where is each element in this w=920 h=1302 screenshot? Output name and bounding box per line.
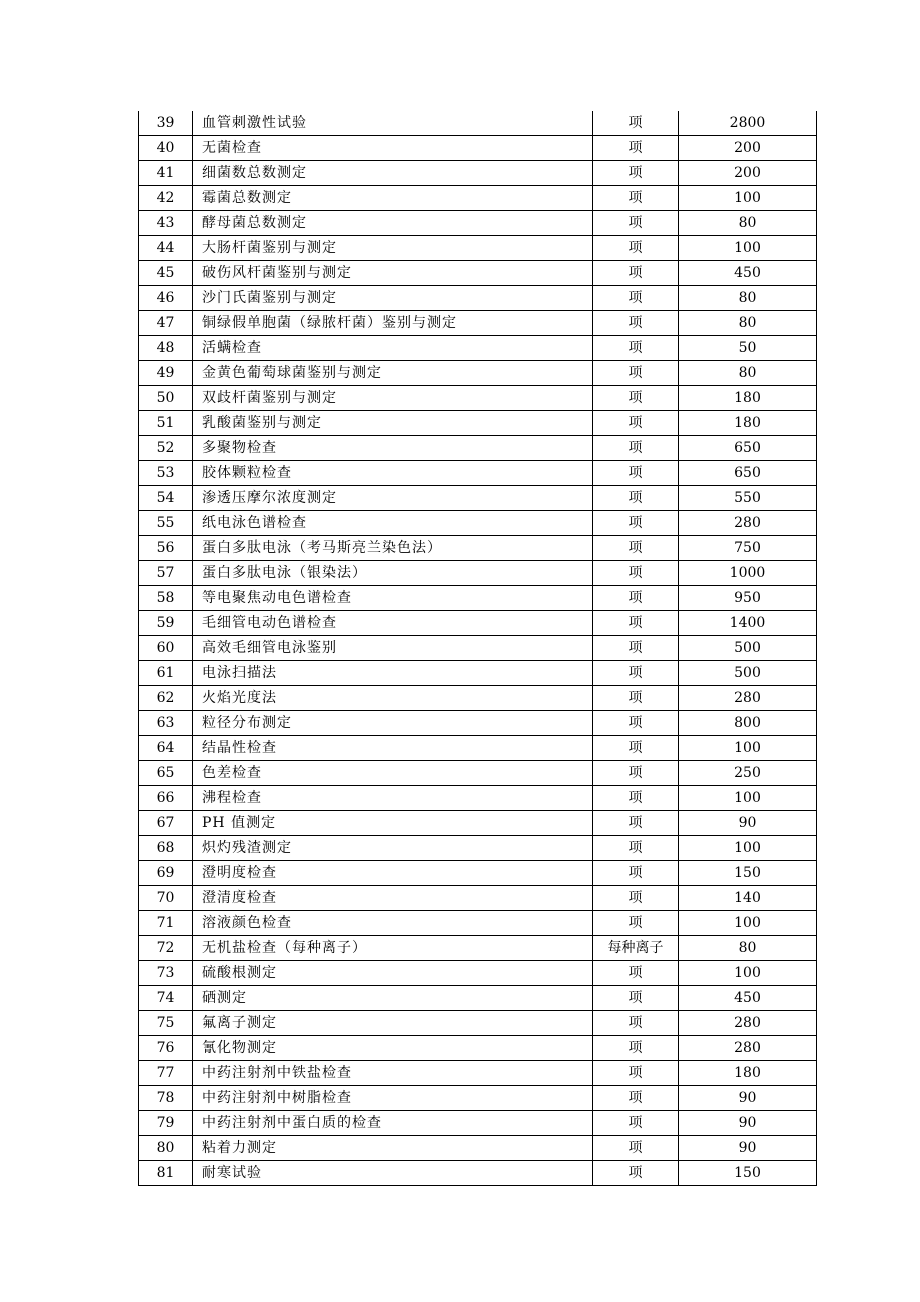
unit-cell: 项 xyxy=(593,561,679,586)
item-name-cell: 蛋白多肽电泳（考马斯亮兰染色法） xyxy=(193,536,593,561)
unit-cell: 项 xyxy=(593,361,679,386)
price-cell: 180 xyxy=(679,1061,817,1086)
price-cell: 200 xyxy=(679,161,817,186)
row-number-cell: 49 xyxy=(139,361,193,386)
price-cell: 80 xyxy=(679,286,817,311)
unit-cell: 项 xyxy=(593,1136,679,1161)
table-row xyxy=(139,311,817,336)
row-number-cell: 65 xyxy=(139,761,193,786)
price-cell: 2800 xyxy=(679,111,817,136)
row-number-cell: 51 xyxy=(139,411,193,436)
table-row xyxy=(139,586,817,611)
price-cell: 100 xyxy=(679,911,817,936)
table-row xyxy=(139,1036,817,1061)
table-row xyxy=(139,386,817,411)
unit-cell: 每种离子 xyxy=(593,936,679,961)
unit-cell: 项 xyxy=(593,1036,679,1061)
item-name-cell: 炽灼残渣测定 xyxy=(193,836,593,861)
table-row xyxy=(139,636,817,661)
row-number-cell: 52 xyxy=(139,436,193,461)
unit-cell: 项 xyxy=(593,836,679,861)
price-cell: 100 xyxy=(679,736,817,761)
item-name-cell: 高效毛细管电泳鉴别 xyxy=(193,636,593,661)
price-cell: 100 xyxy=(679,186,817,211)
row-number-cell: 78 xyxy=(139,1086,193,1111)
unit-cell: 项 xyxy=(593,1111,679,1136)
row-number-cell: 43 xyxy=(139,211,193,236)
item-name-cell: 粘着力测定 xyxy=(193,1136,593,1161)
table-row xyxy=(139,711,817,736)
item-name-cell: 溶液颜色检查 xyxy=(193,911,593,936)
row-number-cell: 46 xyxy=(139,286,193,311)
item-name-cell: 渗透压摩尔浓度测定 xyxy=(193,486,593,511)
row-number-cell: 79 xyxy=(139,1111,193,1136)
table-row xyxy=(139,861,817,886)
unit-cell: 项 xyxy=(593,1011,679,1036)
unit-cell: 项 xyxy=(593,786,679,811)
row-number-cell: 77 xyxy=(139,1061,193,1086)
price-cell: 150 xyxy=(679,861,817,886)
table-row xyxy=(139,336,817,361)
unit-cell: 项 xyxy=(593,711,679,736)
price-cell: 250 xyxy=(679,761,817,786)
table-row xyxy=(139,161,817,186)
table-row xyxy=(139,836,817,861)
unit-cell: 项 xyxy=(593,511,679,536)
unit-cell: 项 xyxy=(593,436,679,461)
unit-cell: 项 xyxy=(593,1061,679,1086)
row-number-cell: 50 xyxy=(139,386,193,411)
unit-cell: 项 xyxy=(593,186,679,211)
row-number-cell: 74 xyxy=(139,986,193,1011)
item-name-cell: 硒测定 xyxy=(193,986,593,1011)
item-name-cell: 活螨检查 xyxy=(193,336,593,361)
row-number-cell: 55 xyxy=(139,511,193,536)
price-cell: 80 xyxy=(679,311,817,336)
table-row xyxy=(139,261,817,286)
price-cell: 80 xyxy=(679,211,817,236)
row-number-cell: 63 xyxy=(139,711,193,736)
unit-cell: 项 xyxy=(593,236,679,261)
row-number-cell: 73 xyxy=(139,961,193,986)
item-name-cell: 细菌数总数测定 xyxy=(193,161,593,186)
row-number-cell: 41 xyxy=(139,161,193,186)
table-row xyxy=(139,886,817,911)
item-name-cell: 无菌检查 xyxy=(193,136,593,161)
price-cell: 450 xyxy=(679,986,817,1011)
unit-cell: 项 xyxy=(593,661,679,686)
table-row xyxy=(139,411,817,436)
table-row xyxy=(139,761,817,786)
item-name-cell: 中药注射剂中树脂检查 xyxy=(193,1086,593,1111)
unit-cell: 项 xyxy=(593,986,679,1011)
unit-cell: 项 xyxy=(593,211,679,236)
unit-cell: 项 xyxy=(593,1086,679,1111)
row-number-cell: 80 xyxy=(139,1136,193,1161)
price-cell: 80 xyxy=(679,361,817,386)
item-name-cell: PH 值测定 xyxy=(193,811,593,836)
table-row xyxy=(139,111,817,136)
unit-cell: 项 xyxy=(593,486,679,511)
unit-cell: 项 xyxy=(593,636,679,661)
price-cell: 180 xyxy=(679,411,817,436)
item-name-cell: 沙门氏菌鉴别与测定 xyxy=(193,286,593,311)
price-cell: 90 xyxy=(679,1086,817,1111)
table-row xyxy=(139,986,817,1011)
row-number-cell: 47 xyxy=(139,311,193,336)
unit-cell: 项 xyxy=(593,111,679,136)
price-cell: 90 xyxy=(679,811,817,836)
item-name-cell: 澄清度检查 xyxy=(193,886,593,911)
table-row xyxy=(139,511,817,536)
table-row xyxy=(139,461,817,486)
item-name-cell: 氟离子测定 xyxy=(193,1011,593,1036)
item-name-cell: 澄明度检查 xyxy=(193,861,593,886)
item-name-cell: 色差检查 xyxy=(193,761,593,786)
table-row xyxy=(139,286,817,311)
item-name-cell: 纸电泳色谱检查 xyxy=(193,511,593,536)
item-name-cell: 无机盐检查（每种离子） xyxy=(193,936,593,961)
unit-cell: 项 xyxy=(593,311,679,336)
price-cell: 750 xyxy=(679,536,817,561)
item-name-cell: 沸程检查 xyxy=(193,786,593,811)
item-name-cell: 结晶性检查 xyxy=(193,736,593,761)
price-cell: 100 xyxy=(679,786,817,811)
price-cell: 90 xyxy=(679,1111,817,1136)
price-cell: 500 xyxy=(679,661,817,686)
row-number-cell: 71 xyxy=(139,911,193,936)
row-number-cell: 68 xyxy=(139,836,193,861)
table-row xyxy=(139,136,817,161)
row-number-cell: 53 xyxy=(139,461,193,486)
item-name-cell: 血管刺激性试验 xyxy=(193,111,593,136)
row-number-cell: 39 xyxy=(139,111,193,136)
row-number-cell: 58 xyxy=(139,586,193,611)
unit-cell: 项 xyxy=(593,686,679,711)
item-name-cell: 硫酸根测定 xyxy=(193,961,593,986)
price-cell: 650 xyxy=(679,436,817,461)
row-number-cell: 81 xyxy=(139,1161,193,1186)
unit-cell: 项 xyxy=(593,461,679,486)
price-cell: 800 xyxy=(679,711,817,736)
item-name-cell: 酵母菌总数测定 xyxy=(193,211,593,236)
table-row xyxy=(139,811,817,836)
unit-cell: 项 xyxy=(593,286,679,311)
item-name-cell: 电泳扫描法 xyxy=(193,661,593,686)
price-cell: 100 xyxy=(679,961,817,986)
row-number-cell: 45 xyxy=(139,261,193,286)
table-row xyxy=(139,736,817,761)
table-row xyxy=(139,361,817,386)
row-number-cell: 76 xyxy=(139,1036,193,1061)
table-row xyxy=(139,486,817,511)
price-cell: 50 xyxy=(679,336,817,361)
table-row xyxy=(139,1136,817,1161)
item-name-cell: 金黄色葡萄球菌鉴别与测定 xyxy=(193,361,593,386)
table-row xyxy=(139,1086,817,1111)
item-name-cell: 氰化物测定 xyxy=(193,1036,593,1061)
row-number-cell: 59 xyxy=(139,611,193,636)
item-name-cell: 铜绿假单胞菌（绿脓杆菌）鉴别与测定 xyxy=(193,311,593,336)
unit-cell: 项 xyxy=(593,261,679,286)
table-row xyxy=(139,611,817,636)
price-cell: 280 xyxy=(679,511,817,536)
item-name-cell: 中药注射剂中蛋白质的检查 xyxy=(193,1111,593,1136)
unit-cell: 项 xyxy=(593,536,679,561)
unit-cell: 项 xyxy=(593,911,679,936)
row-number-cell: 44 xyxy=(139,236,193,261)
unit-cell: 项 xyxy=(593,136,679,161)
row-number-cell: 40 xyxy=(139,136,193,161)
row-number-cell: 70 xyxy=(139,886,193,911)
price-cell: 80 xyxy=(679,936,817,961)
row-number-cell: 64 xyxy=(139,736,193,761)
unit-cell: 项 xyxy=(593,386,679,411)
item-name-cell: 火焰光度法 xyxy=(193,686,593,711)
table-body xyxy=(139,111,817,1186)
table-row xyxy=(139,536,817,561)
row-number-cell: 72 xyxy=(139,936,193,961)
table-row xyxy=(139,786,817,811)
row-number-cell: 60 xyxy=(139,636,193,661)
price-cell: 280 xyxy=(679,1036,817,1061)
item-name-cell: 等电聚焦动电色谱检查 xyxy=(193,586,593,611)
row-number-cell: 62 xyxy=(139,686,193,711)
table-row xyxy=(139,1011,817,1036)
price-cell: 950 xyxy=(679,586,817,611)
price-cell: 90 xyxy=(679,1136,817,1161)
item-name-cell: 霉菌总数测定 xyxy=(193,186,593,211)
unit-cell: 项 xyxy=(593,736,679,761)
table-row xyxy=(139,911,817,936)
price-cell: 650 xyxy=(679,461,817,486)
row-number-cell: 67 xyxy=(139,811,193,836)
table-row xyxy=(139,236,817,261)
price-cell: 280 xyxy=(679,686,817,711)
price-cell: 100 xyxy=(679,236,817,261)
row-number-cell: 57 xyxy=(139,561,193,586)
price-cell: 450 xyxy=(679,261,817,286)
row-number-cell: 42 xyxy=(139,186,193,211)
row-number-cell: 61 xyxy=(139,661,193,686)
item-name-cell: 多聚物检查 xyxy=(193,436,593,461)
item-name-cell: 破伤风杆菌鉴别与测定 xyxy=(193,261,593,286)
table-row xyxy=(139,961,817,986)
item-name-cell: 大肠杆菌鉴别与测定 xyxy=(193,236,593,261)
unit-cell: 项 xyxy=(593,336,679,361)
price-cell: 180 xyxy=(679,386,817,411)
table-row xyxy=(139,661,817,686)
row-number-cell: 75 xyxy=(139,1011,193,1036)
price-cell: 1000 xyxy=(679,561,817,586)
row-number-cell: 56 xyxy=(139,536,193,561)
price-cell: 150 xyxy=(679,1161,817,1186)
unit-cell: 项 xyxy=(593,861,679,886)
table-row xyxy=(139,1161,817,1186)
item-name-cell: 毛细管电动色谱检查 xyxy=(193,611,593,636)
price-table xyxy=(138,111,817,1186)
item-name-cell: 粒径分布测定 xyxy=(193,711,593,736)
unit-cell: 项 xyxy=(593,961,679,986)
table-row xyxy=(139,561,817,586)
table-row xyxy=(139,211,817,236)
table-row xyxy=(139,936,817,961)
unit-cell: 项 xyxy=(593,611,679,636)
item-name-cell: 耐寒试验 xyxy=(193,1161,593,1186)
unit-cell: 项 xyxy=(593,761,679,786)
price-cell: 550 xyxy=(679,486,817,511)
price-cell: 200 xyxy=(679,136,817,161)
unit-cell: 项 xyxy=(593,811,679,836)
unit-cell: 项 xyxy=(593,1161,679,1186)
table-row xyxy=(139,436,817,461)
item-name-cell: 中药注射剂中铁盐检查 xyxy=(193,1061,593,1086)
table-row xyxy=(139,1061,817,1086)
item-name-cell: 胶体颗粒检查 xyxy=(193,461,593,486)
row-number-cell: 48 xyxy=(139,336,193,361)
price-cell: 500 xyxy=(679,636,817,661)
table-row xyxy=(139,186,817,211)
price-cell: 140 xyxy=(679,886,817,911)
unit-cell: 项 xyxy=(593,411,679,436)
item-name-cell: 乳酸菌鉴别与测定 xyxy=(193,411,593,436)
row-number-cell: 66 xyxy=(139,786,193,811)
row-number-cell: 69 xyxy=(139,861,193,886)
item-name-cell: 蛋白多肽电泳（银染法） xyxy=(193,561,593,586)
item-name-cell: 双歧杆菌鉴别与测定 xyxy=(193,386,593,411)
price-cell: 100 xyxy=(679,836,817,861)
table-row xyxy=(139,1111,817,1136)
row-number-cell: 54 xyxy=(139,486,193,511)
unit-cell: 项 xyxy=(593,586,679,611)
unit-cell: 项 xyxy=(593,886,679,911)
price-cell: 1400 xyxy=(679,611,817,636)
price-cell: 280 xyxy=(679,1011,817,1036)
table-row xyxy=(139,686,817,711)
unit-cell: 项 xyxy=(593,161,679,186)
